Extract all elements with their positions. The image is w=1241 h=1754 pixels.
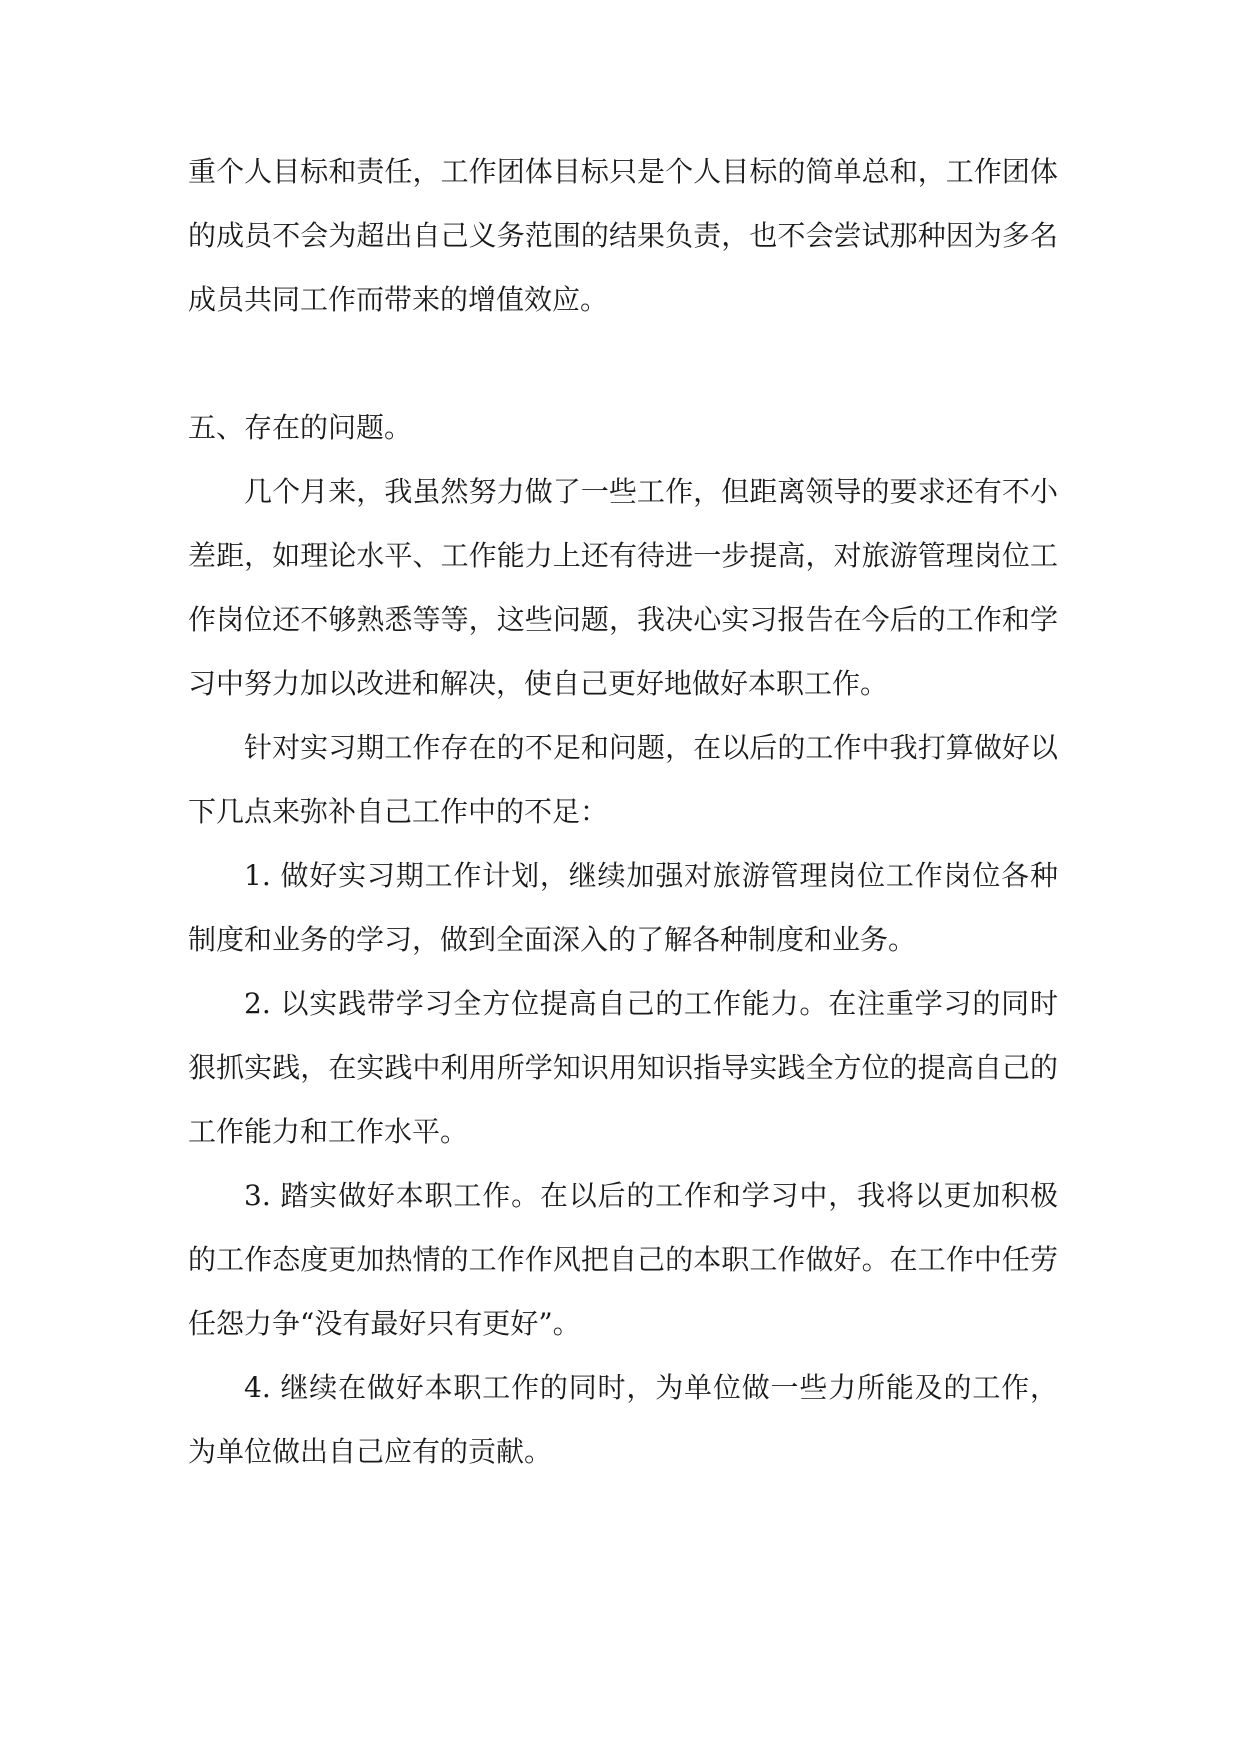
list-item-2: 2. 以实践带学习全方位提高自己的工作能力。在注重学习的同时狠抓实践，在实践中利用所学知识用知识指导实践全方位的提高自己的工作能力和工作水平。 xyxy=(188,987,1058,1148)
paragraph-problems: 几个月来，我虽然努力做了一些工作，但距离领导的要求还有不小差距，如理论水平、工作能力上还有待进一步提高，对旅游管理岗位工作岗位还不够熟悉等等，这些问题，我决心实习报告在今后的工作和学习中努力加以改进和解决，使自己更好地做好本职工作。 xyxy=(188,475,1058,700)
paragraph-plan-intro: 针对实习期工作存在的不足和问题，在以后的工作中我打算做好以下几点来弥补自己工作中的不足： xyxy=(188,731,1058,828)
section-heading: 五、存在的问题。 xyxy=(188,411,413,444)
list-item-1: 1. 做好实习期工作计划，继续加强对旅游管理岗位工作岗位各种制度和业务的学习，做到全面深入的了解各种制度和业务。 xyxy=(188,859,1058,956)
list-item-3: 3. 踏实做好本职工作。在以后的工作和学习中，我将以更加积极的工作态度更加热情的工作作风把自己的本职工作做好。在工作中任劳任怨力争“没有最好只有更好”。 xyxy=(188,1179,1058,1340)
paragraph-gap xyxy=(188,332,1058,396)
paragraph-continued: 重个人目标和责任，工作团体目标只是个人目标的简单总和，工作团体的成员不会为超出自己义务范围的结果负责，也不会尝试那种因为多名成员共同工作而带来的增值效应。 xyxy=(188,155,1058,316)
list-item-4: 4. 继续在做好本职工作的同时，为单位做一些力所能及的工作，为单位做出自己应有的贡献。 xyxy=(188,1371,1058,1468)
document-body xyxy=(188,140,1058,1484)
